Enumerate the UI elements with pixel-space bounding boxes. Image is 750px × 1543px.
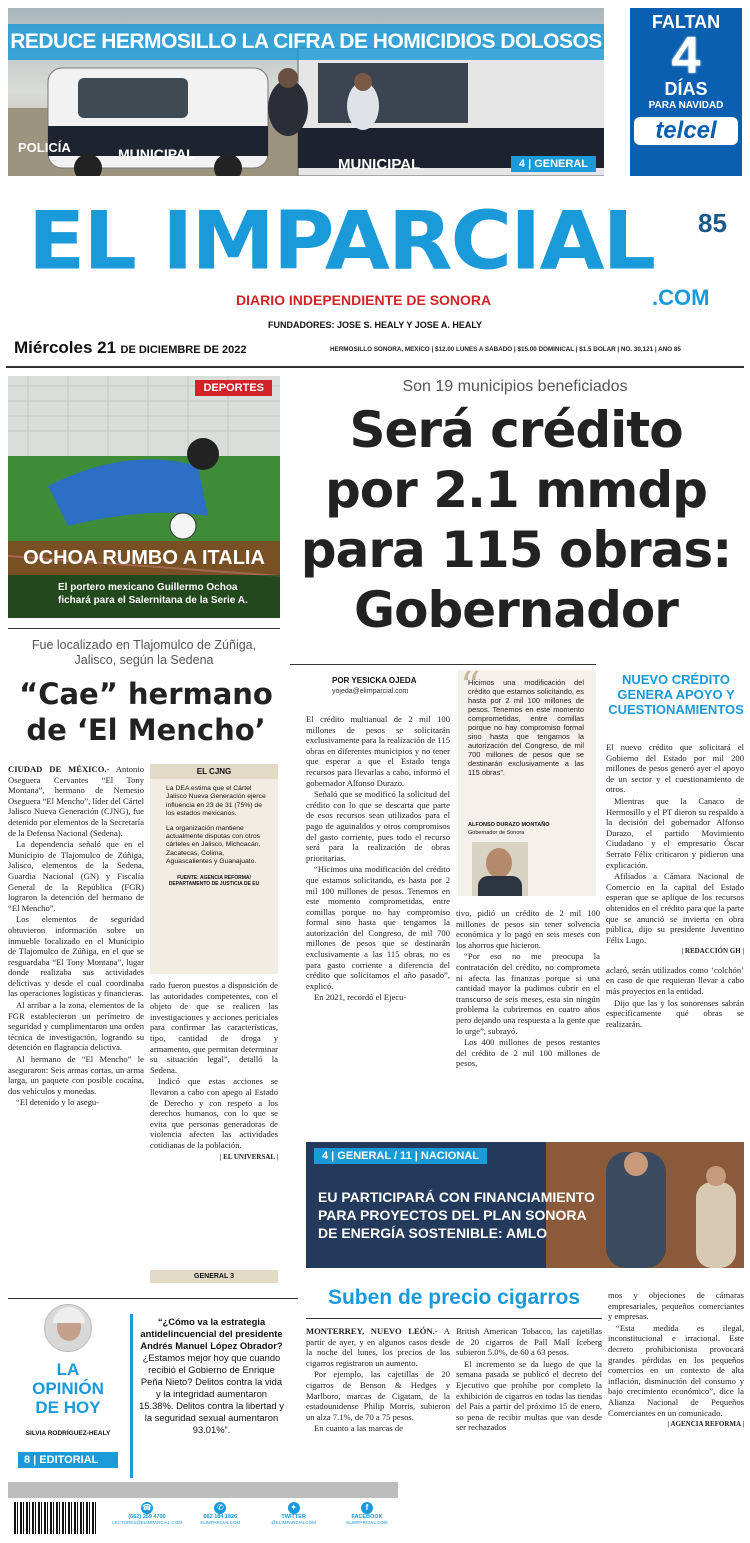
car-text-policia: POLICÍA <box>18 140 71 155</box>
ad-navidad: PARA NAVIDAD <box>648 100 724 111</box>
mencho-p5: Al hermano de “El Mencho” le aseguraron: Seis armas cortas, un arma larga, un paquete con posible cocaína, dos vehículos y monedas. <box>8 1054 144 1096</box>
cig-col1-wrap <box>306 1326 450 1368</box>
mencho-headline[interactable] <box>8 676 284 748</box>
top-banner[interactable] <box>8 8 604 176</box>
main-col2-p1: tivo, pidió un crédito de 2 mil 100 millones de pesos sin tener solvencia económica y lo pagó en seis meses con los ahorros que hicieron. <box>456 908 600 950</box>
main-headline-line-3: para 115 obras: <box>300 521 732 579</box>
opinion-title-2: OPINIÓN <box>32 1379 104 1398</box>
quote-text: Hicimos una modificación del crédito que estamos solicitando, es hasta por 2 mil 100 millones de pesos. Tenemos en este momento comprometidas, entre comillas porque no hay compromiso formal sino hasta que tengamos la autorización del Congreso, de mil 700 millones de pesos que se destinarán exclusivamente a las 115 obras”. <box>468 678 584 777</box>
mencho-section[interactable]: GENERAL 3 <box>150 1270 278 1283</box>
top-section-tag[interactable]: 4 | GENERAL <box>511 156 596 172</box>
mencho-p1-wrap <box>8 764 144 838</box>
opinion-section[interactable]: 8 | EDITORIAL <box>18 1452 118 1468</box>
ad-dias: DÍAS <box>664 79 708 99</box>
masthead-tagline: DIARIO INDEPENDIENTE DE SONORA <box>236 292 492 308</box>
mencho-divider-top <box>8 628 280 629</box>
mencho-headline-line-1: “Cae” hermano <box>19 677 273 711</box>
mencho-p6: “El detenido y lo asegu- <box>16 1097 100 1108</box>
main-column-1 <box>306 714 450 1124</box>
contact-twitter[interactable] <box>259 1502 329 1536</box>
main-col2-p2: “Por eso no me preocupa la contratación del crédito, no comprometa ni afecta las finanzas porque si una cantidad mayor la pudimos cubrir en el transcurso de seis meses, esta sin ningún problema la cubriremos en cuatro años pero dejando una respuesta a la gente que lo urge”, subrayó. <box>456 951 600 1036</box>
contact-facebook-sub: ELIMPARCIAL.COM <box>346 1520 388 1525</box>
cig-col1: A partir de ayer, y en algunos casos desde la noche del lunes, los precios de los cigarros registraron un aumento. <box>306 1326 450 1368</box>
masthead-date <box>14 338 246 358</box>
side-p2: Mientras que la Canaco de Hermosillo y el PT dieron su respaldo a la decisión del gobernador Alfonso Durazo, el partido Movimiento Ciudadano y el empresario Óscar Serrato Félix criticaron y pidieron una explicación. <box>606 795 744 870</box>
footer-contacts <box>112 1502 402 1536</box>
energy-tag[interactable]: 4 | GENERAL / 11 | NACIONAL <box>314 1148 487 1164</box>
mencho-p8: Indicó que estas acciones se llevaron a cabo con apego al Estado de Derecho y con respeto a los derechos humanos, con lo que se evita que personas generadoras de violencia afecten las actividades cotidianas de la población. <box>150 1076 278 1150</box>
quote-mark-icon: “ <box>460 664 481 710</box>
main-column-2 <box>456 908 600 1124</box>
barcode <box>14 1502 98 1534</box>
main-col1-p3: “Hicimos una modificación del crédito que estamos solicitando, es hasta por 2 mil 100 millones de pesos. Tenemos en este momento comprometidas, entre comillas porque no hay compromiso formal sino hasta que tengamos la autorización del Congreso, de mil 700 millones de pesos que se destinarán exclusivamente a las 115 obras, no es para gasto corriente a diferencia del crédito que solicitamos el año pasado”, explicó. <box>306 864 450 991</box>
mencho-column-1 <box>8 764 144 1294</box>
cjng-box <box>150 764 278 974</box>
main-headline[interactable] <box>290 400 742 640</box>
side-p3: Afiliados a Cámara Nacional de Comercio en la capital del Estado esperan que se aplique de los recursos obtenidos en el crédito para que la parte que se anunció se invierta en obra pública, dijo su presidente Juventino Félix Lugo. <box>606 871 744 945</box>
mencho-lead: CIUDAD DE MÉXICO.- <box>8 764 110 774</box>
side-p1: El nuevo crédito que solicitará el Gobierno del Estado por mil 200 millones de pesos generó ayer el apoyo de un sector y el cuestionamiento de otros. <box>606 742 744 795</box>
main-email[interactable]: yojeda@elimparcial.com <box>332 688 409 695</box>
cigarettes-divider <box>306 1318 602 1319</box>
car-text-municipal: MUNICIPAL <box>118 146 195 162</box>
contact-phone-label: (662) 259 4700 <box>128 1514 166 1520</box>
main-col1-p2: Señaló que se modificó la solicitud del crédito con lo que se descarta que parte de esos recursos sean utilizados para el pago de aguinaldos y otros compromisos del gasto corriente, pues todo el recurso será para la realización de obras prioritarias. <box>306 789 450 863</box>
energy-headline[interactable]: EU PARTICIPARÁ CON FINANCIAMIENTO PARA PROYECTOS DEL PLAN SONORA DE ENERGÍA SOSTENIBLE: AMLO <box>318 1189 595 1241</box>
phone-icon: ☎ <box>142 1503 152 1512</box>
cjng-item-2: La organización mantiene actualmente disputas con otros cárteles en Jalisco, Michoacán, Zacatecas, Colima, Aguascalientes y Guanajuato. <box>166 824 261 866</box>
cig-col1-p2: Por ejemplo, las cajetillas de 20 cigarros de Benson & Hedges y Marlboro, marcas de Cigatam, de la estadounidense Philip Morris, subieron un alza 7.1%, de 70 a 75 pesos. <box>306 1369 450 1422</box>
cig-col3: mos y objeciones de cámaras empresariales, pequeños comerciantes y empresas. <box>608 1290 744 1322</box>
opinion-quote-box <box>130 1314 290 1478</box>
main-col2-p3: Los 400 millones de pesos restantes del crédito de 2 mil 100 millones de pesos, <box>456 1037 600 1069</box>
ad-faltan: FALTAN <box>651 12 721 32</box>
date-rest: DE DICIEMBRE DE 2022 <box>120 344 247 356</box>
contact-phone-sub: LECTORES@ELIMPARCIAL.COM <box>112 1520 182 1525</box>
cig-col1-p3: En cuanto a las marcas de <box>314 1423 404 1434</box>
opinion-title-1: LA <box>56 1360 80 1379</box>
cig-col2-p2: El incremento se da luego de que la semana pasada se publicó el decreto del Ejecutivo que prohíbe por completo la exhibición de cigarros en todas las tiendas del País a partir del próximo 15 de enero, so pena de recibir multas que van desde ser rechazados <box>456 1358 602 1433</box>
whatsapp-icon: ✆ <box>214 1502 226 1514</box>
contact-phone[interactable] <box>112 1502 182 1536</box>
main-headline-line-4: Gobernador <box>354 581 678 639</box>
opinion-text-1: “¿Cómo va la estrategia antidelincuencial del presidente Andrés Manuel López Obrador? <box>140 1316 283 1351</box>
cigarettes-column-1 <box>306 1326 450 1466</box>
twitter-icon: ✦ <box>288 1502 300 1514</box>
cig-lead: MONTERREY, NUEVO LEÓN.- <box>306 1326 438 1336</box>
contact-facebook[interactable] <box>332 1502 402 1536</box>
cjng-box-title: EL CJNG <box>150 764 278 779</box>
contact-twitter-label: TWITTER <box>281 1514 306 1520</box>
sports-caption: El portero mexicano Guillermo Ochoa fichará para el Salernitana de la Serie A. <box>8 575 280 618</box>
cjng-item-1: La DEA estima que el Cártel Jalisco Nueva Generación ejerce influencia en 23 de 31 (75%) de los estados mexicanos. <box>166 785 266 818</box>
ad-number: 4 <box>671 27 701 85</box>
cig-col2: British American Tobacco, las cajetillas de 20 cigarros de Pall Mall Iceberg subieron 5.0%, de 60 a 63 pesos. <box>456 1326 602 1358</box>
masthead-title[interactable]: EL IMPARCIAL <box>28 194 654 288</box>
cig-col3-p2: “Esta medida es ilegal, inconstitucional e irracional. Este decreto prohibicionista provocará grandes pérdidas en los pequeños comercios en un contexto de alta inflación, disminución del consumo y bajo crecimiento económico”, dice la Alianza Nacional de Pequeños Comerciantes en un comunicado. <box>608 1322 744 1418</box>
masthead-divider <box>6 366 744 368</box>
main-headline-line-1: Será crédito <box>349 401 683 459</box>
contact-twitter-sub: @ELIMPARCIALCOM <box>271 1520 316 1525</box>
edition-info: HERMOSILLO SONORA, MÉXICO | $12.00 LUNES A SÁBADO | $15.00 DOMINICAL | $1.5 DÓLAR | NO. 30,121 | AÑO 85 <box>330 346 681 353</box>
anniversary-badge: 85 <box>698 208 727 238</box>
contact-facebook-label: FACEBOOK <box>351 1514 383 1520</box>
contact-whatsapp[interactable] <box>185 1502 255 1536</box>
date-day: Miércoles 21 <box>14 338 117 357</box>
mencho-p1: Antonio Oseguera Cervantes “El Tony Montana”, hermano de Nemesio Oseguera “El Mencho”, líder del Cártel Jalisco Nueva Generación (CJNG), fue detenido por elementos de la Secretaría de la Defensa Nacional (Sedena). <box>8 764 144 838</box>
mencho-kicker: Fue localizado en Tlajomulco de Zúñiga, Jalisco, según la Sedena <box>31 638 257 667</box>
cig-credit: | AGENCIA REFORMA | <box>667 1420 744 1429</box>
cigarettes-column-2 <box>456 1326 602 1466</box>
main-headline-line-2: por 2.1 mmdp <box>325 461 707 519</box>
opinion-title[interactable] <box>14 1360 122 1417</box>
telcel-logo: telcel <box>634 117 738 145</box>
quote-name: ALFONSO DURAZO MONTAÑO <box>468 822 550 828</box>
mencho-credit: | EL UNIVERSAL | <box>219 1152 278 1161</box>
contact-whatsapp-sub: ELIMPARCIALCOM <box>200 1520 241 1525</box>
mencho-headline-line-2: de ‘El Mencho’ <box>26 713 266 747</box>
cjng-source: FUENTE: AGENCIA REFORMA/ DEPARTAMENTO DE JUSTICIA DE EU <box>168 874 260 887</box>
mencho-p4: Al arribar a la zona, elementos de la FGR establecieron un perímetro de seguridad y cumplimentaron una orden técnica de investigación, logrando su detención en flagrancia delictiva. <box>8 1000 144 1053</box>
cigarettes-headline[interactable]: Suben de precio cigarros <box>327 1286 581 1309</box>
car-text-municipal-2: MUNICIPAL <box>338 156 421 173</box>
mencho-column-2 <box>150 980 278 1262</box>
opinion-text-2: ¿Estamos mejor hoy que cuando recibió el Gobierno de Enrique Peña Nieto? Delitos contra la vida y la integridad aumentaron 15.38%. Delitos contra la libertad y la seguridad sexual aumentaron 93.01%”. <box>139 1352 284 1435</box>
top-headline[interactable]: REDUCE HERMOSILLO LA CIFRA DE HOMICIDIOS DOLOSOS <box>8 24 604 60</box>
facebook-icon: f <box>361 1502 373 1514</box>
side-story-body <box>606 742 744 1124</box>
side-story-headline[interactable]: NUEVO CRÉDITO GENERA APOYO Y CUESTIONAMIENTOS <box>608 672 744 717</box>
sports-photo-block[interactable] <box>8 376 280 618</box>
opinion-author: SILVIA RODRÍGUEZ-HEALY <box>25 1430 111 1437</box>
energy-banner[interactable] <box>306 1142 744 1268</box>
main-divider <box>290 664 596 665</box>
opinion-divider <box>8 1298 298 1299</box>
founders-line: FUNDADORES: JOSE S. HEALY Y JOSE A. HEALY <box>268 320 483 330</box>
governor-photo <box>472 842 528 896</box>
quote-role: Gobernador de Sonora <box>468 830 525 836</box>
columnist-photo <box>44 1304 92 1352</box>
side-credit: | REDACCIÓN GH | <box>681 947 744 956</box>
quote-box <box>458 664 596 896</box>
side-p5: Dijo que las y los sonorenses sabrán específicamente qué obras se realizarán. <box>606 997 744 1029</box>
main-col1-p1: El crédito multianual de 2 mil 100 millones de pesos se solicitarán exclusivamente para la realización de 115 obras en diferentes municipios y no tener que esperar a que el Estado tenga recursos para llevarlas a cabo, informó el gobernador Alfonso Durazo. <box>306 714 450 788</box>
main-kicker: Son 19 municipios beneficiados <box>402 378 628 395</box>
main-col1-p4: En 2021, recordó el Ejecu- <box>314 992 407 1003</box>
telcel-ad[interactable] <box>630 8 742 176</box>
sports-headline[interactable]: OCHOA RUMBO A ITALIA <box>8 541 280 575</box>
side-p4: aclaró, serán utilizados como ‘colchón’ en caso de que requieran llevar a cabo más proyectos en la entidad. <box>606 964 744 997</box>
main-byline: POR YESICKA OJEDA <box>332 676 417 685</box>
mencho-p3: Los elementos de seguridad obtuvieron información sobre un inmueble localizado en el Municipio de Tlajomulco de Zúñiga, en el que se resguardaba “El Tony Montana”, lugar donde realizaba sus actividades delictivas y desde el cual coordinaba las operaciones logísticas y financieras. <box>8 914 144 999</box>
opinion-title-3: DE HOY <box>35 1398 101 1417</box>
sports-tag[interactable]: DEPORTES <box>195 380 272 396</box>
cigarettes-column-3 <box>608 1290 744 1476</box>
footer-grey-bar <box>8 1482 398 1498</box>
mencho-p2: La dependencia señaló que en el Municipio de Tlajomulco de Zúñiga, Jalisco, elementos de la Sedena, Guardia Nacional (GN) y Fiscalía General de la República (FGR) lograron la detención del hermano de “El Mencho”. <box>8 839 144 913</box>
masthead-dotcom[interactable]: .COM <box>652 285 710 310</box>
mencho-p7: rado fueron puestos a disposición de las autoridades competentes, con el objeto de que se realicen las investigaciones y acciones periciales para confirmar las características, tipo, cantidad de droga y armamento, que permitan determinar su situación legal”, detalló la Sedena. <box>150 980 278 1075</box>
contact-whatsapp-label: 662 184 1826 <box>203 1514 238 1520</box>
